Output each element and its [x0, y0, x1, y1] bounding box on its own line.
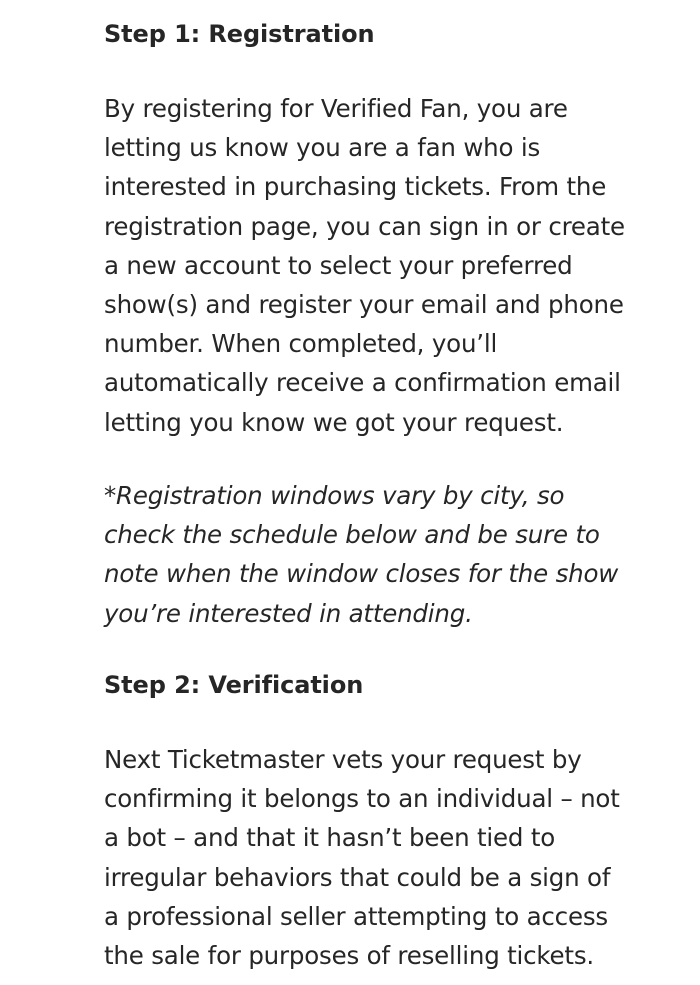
paragraph-line: Next Ticketmaster vets your request by	[104, 745, 582, 774]
registration-window-note	[104, 476, 618, 633]
paragraph-line: show(s) and register your email and phone	[104, 290, 624, 320]
paragraph-line: interested in purchasing tickets. From the	[104, 172, 607, 202]
step-2-paragraph	[104, 740, 620, 975]
paragraph-line: By registering for Verified Fan, you are	[104, 94, 568, 123]
note-line: note when the window closes for the show	[104, 559, 619, 589]
paragraph-line: the sale for purposes of reselling tickets.	[104, 941, 594, 971]
note-line: check the schedule below and be sure to	[104, 520, 600, 550]
note-line: you’re interested in attending.	[104, 598, 473, 628]
paragraph-line: letting us know you are a fan who is	[104, 133, 541, 163]
step-1-paragraph	[104, 89, 625, 442]
paragraph-line: irregular behaviors that could be a sign of	[104, 862, 611, 892]
paragraph-line: registration page, you can sign in or create	[104, 211, 625, 241]
step-2-heading: Step 2: Verification	[104, 671, 364, 699]
paragraph-line: a bot – and that it hasn’t been tied to	[104, 823, 556, 853]
paragraph-line: automatically receive a confirmation email	[104, 368, 621, 398]
paragraph-line: a new account to select your preferred	[104, 250, 573, 280]
note-line: *Registration windows vary by city, so	[104, 481, 565, 510]
step-1-heading: Step 1: Registration	[104, 20, 375, 48]
paragraph-line: confirming it belongs to an individual – not	[104, 784, 620, 814]
paragraph-line: a professional seller attempting to access	[104, 901, 608, 931]
paragraph-line: number. When completed, you’ll	[104, 329, 498, 359]
paragraph-line: letting you know we got your request.	[104, 407, 564, 437]
